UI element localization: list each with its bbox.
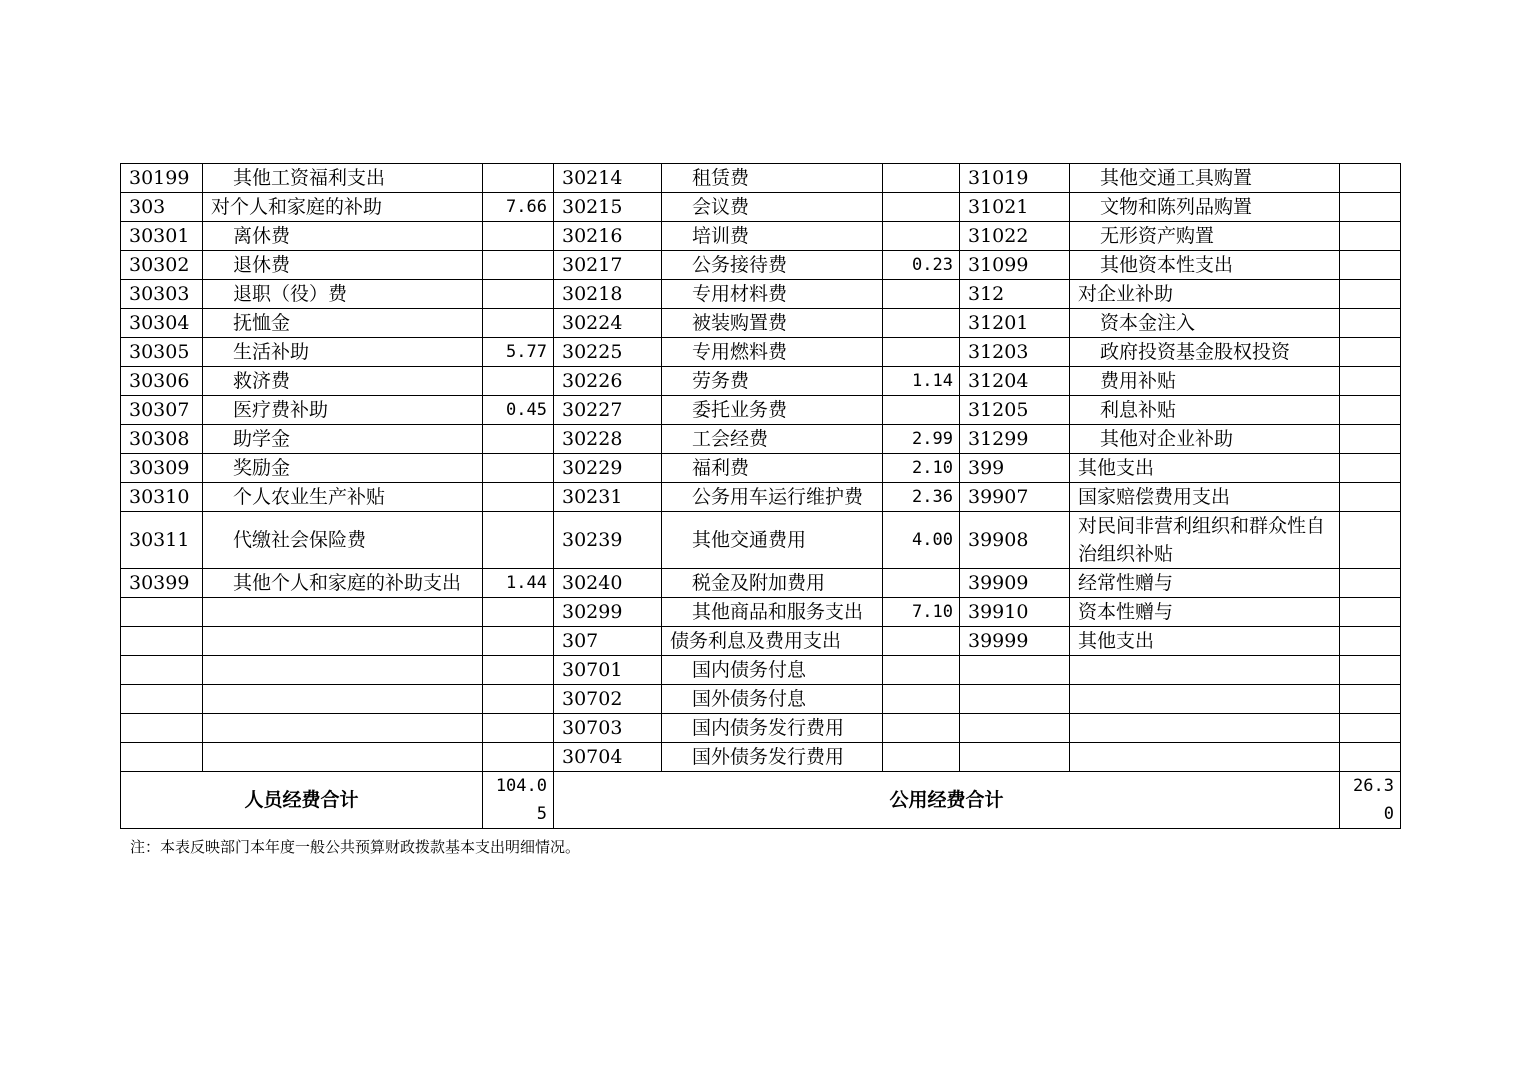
item-amount xyxy=(483,512,554,569)
item-name: 专用材料费 xyxy=(662,280,883,309)
item-code: 31299 xyxy=(960,425,1070,454)
table-row xyxy=(121,483,1401,512)
table-row xyxy=(121,512,1401,569)
item-code: 30306 xyxy=(121,367,203,396)
item-name: 救济费 xyxy=(203,367,483,396)
item-name: 其他支出 xyxy=(1070,627,1340,656)
item-name xyxy=(1070,656,1340,685)
table-row xyxy=(121,309,1401,338)
item-name: 其他交通费用 xyxy=(662,512,883,569)
table-row xyxy=(121,656,1401,685)
table-row xyxy=(121,598,1401,627)
item-amount xyxy=(483,164,554,193)
item-code: 30701 xyxy=(554,656,662,685)
item-amount xyxy=(883,396,960,425)
item-amount xyxy=(1340,280,1401,309)
item-code xyxy=(960,714,1070,743)
item-name: 利息补贴 xyxy=(1070,396,1340,425)
item-amount xyxy=(1340,512,1401,569)
item-amount xyxy=(483,280,554,309)
table-footnote: 注：本表反映部门本年度一般公共预算财政拨款基本支出明细情况。 xyxy=(130,838,581,856)
item-name: 其他对企业补助 xyxy=(1070,425,1340,454)
item-amount xyxy=(1340,714,1401,743)
item-amount xyxy=(883,193,960,222)
item-name: 其他资本性支出 xyxy=(1070,251,1340,280)
item-code: 30308 xyxy=(121,425,203,454)
item-code: 30311 xyxy=(121,512,203,569)
item-code: 39999 xyxy=(960,627,1070,656)
item-amount xyxy=(483,627,554,656)
item-amount xyxy=(883,743,960,772)
item-name: 专用燃料费 xyxy=(662,338,883,367)
item-name: 对民间非营利组织和群众性自治组织补贴 xyxy=(1070,512,1340,569)
item-amount xyxy=(483,714,554,743)
item-amount xyxy=(883,569,960,598)
item-amount xyxy=(1340,454,1401,483)
item-amount xyxy=(1340,396,1401,425)
table-row xyxy=(121,425,1401,454)
item-code: 307 xyxy=(554,627,662,656)
item-amount: 7.66 xyxy=(483,193,554,222)
item-code: 30703 xyxy=(554,714,662,743)
item-name: 福利费 xyxy=(662,454,883,483)
item-code: 39907 xyxy=(960,483,1070,512)
item-name: 文物和陈列品购置 xyxy=(1070,193,1340,222)
item-code: 30309 xyxy=(121,454,203,483)
item-code: 30302 xyxy=(121,251,203,280)
item-code xyxy=(960,685,1070,714)
item-amount xyxy=(883,656,960,685)
table-row xyxy=(121,627,1401,656)
item-amount xyxy=(1340,309,1401,338)
item-name: 国内债务付息 xyxy=(662,656,883,685)
item-code xyxy=(121,656,203,685)
item-code: 31099 xyxy=(960,251,1070,280)
item-amount xyxy=(483,685,554,714)
item-amount xyxy=(483,367,554,396)
item-amount xyxy=(1340,164,1401,193)
item-name: 资本金注入 xyxy=(1070,309,1340,338)
item-name xyxy=(1070,685,1340,714)
item-code: 30214 xyxy=(554,164,662,193)
item-name: 其他个人和家庭的补助支出 xyxy=(203,569,483,598)
item-name: 助学金 xyxy=(203,425,483,454)
item-name: 医疗费补助 xyxy=(203,396,483,425)
item-code: 39910 xyxy=(960,598,1070,627)
item-name: 公务接待费 xyxy=(662,251,883,280)
item-name: 会议费 xyxy=(662,193,883,222)
expenditure-detail-table xyxy=(120,163,1401,829)
item-code: 30307 xyxy=(121,396,203,425)
item-amount xyxy=(1340,338,1401,367)
item-name: 政府投资基金股权投资 xyxy=(1070,338,1340,367)
item-name: 债务利息及费用支出 xyxy=(662,627,883,656)
item-name: 抚恤金 xyxy=(203,309,483,338)
item-code xyxy=(121,714,203,743)
item-amount xyxy=(883,685,960,714)
table-row xyxy=(121,222,1401,251)
item-amount xyxy=(1340,193,1401,222)
item-code: 30301 xyxy=(121,222,203,251)
item-code: 30239 xyxy=(554,512,662,569)
item-code: 39908 xyxy=(960,512,1070,569)
item-amount xyxy=(883,338,960,367)
item-amount xyxy=(1340,251,1401,280)
table-row xyxy=(121,251,1401,280)
item-code: 30704 xyxy=(554,743,662,772)
item-amount xyxy=(483,454,554,483)
table-row xyxy=(121,743,1401,772)
item-amount xyxy=(883,280,960,309)
item-amount xyxy=(1340,685,1401,714)
item-name xyxy=(203,685,483,714)
item-amount xyxy=(1340,569,1401,598)
item-name: 对企业补助 xyxy=(1070,280,1340,309)
item-amount xyxy=(1340,598,1401,627)
item-amount xyxy=(483,251,554,280)
item-amount: 5.77 xyxy=(483,338,554,367)
table-row xyxy=(121,454,1401,483)
table-row xyxy=(121,338,1401,367)
item-code: 31203 xyxy=(960,338,1070,367)
item-name xyxy=(203,598,483,627)
item-code: 30227 xyxy=(554,396,662,425)
item-name: 退休费 xyxy=(203,251,483,280)
item-code: 30304 xyxy=(121,309,203,338)
item-name: 国外债务付息 xyxy=(662,685,883,714)
item-code: 30299 xyxy=(554,598,662,627)
item-name: 租赁费 xyxy=(662,164,883,193)
item-name: 公务用车运行维护费 xyxy=(662,483,883,512)
item-amount: 0.45 xyxy=(483,396,554,425)
table-row xyxy=(121,714,1401,743)
item-code xyxy=(121,685,203,714)
item-code: 399 xyxy=(960,454,1070,483)
item-name: 被装购置费 xyxy=(662,309,883,338)
item-code: 30305 xyxy=(121,338,203,367)
item-code: 30216 xyxy=(554,222,662,251)
item-amount: 2.36 xyxy=(883,483,960,512)
item-amount: 1.14 xyxy=(883,367,960,396)
item-name: 其他商品和服务支出 xyxy=(662,598,883,627)
item-amount: 2.10 xyxy=(883,454,960,483)
item-code: 31204 xyxy=(960,367,1070,396)
item-code: 30215 xyxy=(554,193,662,222)
item-amount xyxy=(483,656,554,685)
item-amount: 0.23 xyxy=(883,251,960,280)
item-name: 代缴社会保险费 xyxy=(203,512,483,569)
item-name: 其他工资福利支出 xyxy=(203,164,483,193)
item-code: 30224 xyxy=(554,309,662,338)
item-code: 30226 xyxy=(554,367,662,396)
table-row xyxy=(121,569,1401,598)
item-amount xyxy=(1340,656,1401,685)
item-code: 31019 xyxy=(960,164,1070,193)
item-amount xyxy=(883,222,960,251)
item-code xyxy=(121,598,203,627)
item-name: 工会经费 xyxy=(662,425,883,454)
item-code: 312 xyxy=(960,280,1070,309)
item-name xyxy=(203,743,483,772)
item-amount xyxy=(483,743,554,772)
item-name xyxy=(203,714,483,743)
item-amount: 2.99 xyxy=(883,425,960,454)
item-amount xyxy=(1340,483,1401,512)
table-row xyxy=(121,685,1401,714)
item-code: 30229 xyxy=(554,454,662,483)
item-amount xyxy=(1340,425,1401,454)
item-amount: 4.00 xyxy=(883,512,960,569)
item-amount xyxy=(483,425,554,454)
item-name: 费用补贴 xyxy=(1070,367,1340,396)
item-amount xyxy=(483,483,554,512)
item-amount xyxy=(883,714,960,743)
item-amount xyxy=(483,222,554,251)
item-amount xyxy=(1340,222,1401,251)
item-amount xyxy=(883,164,960,193)
item-name xyxy=(1070,743,1340,772)
item-code xyxy=(121,627,203,656)
item-amount xyxy=(1340,627,1401,656)
table-row xyxy=(121,367,1401,396)
item-name xyxy=(203,656,483,685)
item-code: 30240 xyxy=(554,569,662,598)
item-amount: 7.10 xyxy=(883,598,960,627)
item-code: 30702 xyxy=(554,685,662,714)
item-code: 30217 xyxy=(554,251,662,280)
item-name: 生活补助 xyxy=(203,338,483,367)
item-code: 30225 xyxy=(554,338,662,367)
item-amount xyxy=(883,627,960,656)
public-total-label: 公用经费合计 xyxy=(554,772,1340,829)
item-name: 离休费 xyxy=(203,222,483,251)
item-code: 30310 xyxy=(121,483,203,512)
item-name: 无形资产购置 xyxy=(1070,222,1340,251)
totals-row xyxy=(121,772,1401,829)
item-name: 委托业务费 xyxy=(662,396,883,425)
item-amount xyxy=(1340,367,1401,396)
item-amount xyxy=(483,309,554,338)
personnel-total-label: 人员经费合计 xyxy=(121,772,483,829)
item-amount xyxy=(883,309,960,338)
item-name: 对个人和家庭的补助 xyxy=(203,193,483,222)
item-code: 31201 xyxy=(960,309,1070,338)
item-name xyxy=(203,627,483,656)
item-name: 奖励金 xyxy=(203,454,483,483)
item-amount xyxy=(1340,743,1401,772)
item-code: 30228 xyxy=(554,425,662,454)
item-name: 退职（役）费 xyxy=(203,280,483,309)
item-name: 税金及附加费用 xyxy=(662,569,883,598)
item-code: 39909 xyxy=(960,569,1070,598)
item-code xyxy=(960,743,1070,772)
item-code: 30303 xyxy=(121,280,203,309)
item-name: 国家赔偿费用支出 xyxy=(1070,483,1340,512)
item-name: 个人农业生产补贴 xyxy=(203,483,483,512)
item-code: 30199 xyxy=(121,164,203,193)
personnel-total-value: 104.05 xyxy=(483,772,554,829)
item-name: 国内债务发行费用 xyxy=(662,714,883,743)
item-code xyxy=(960,656,1070,685)
item-name xyxy=(1070,714,1340,743)
table-row xyxy=(121,193,1401,222)
table-row xyxy=(121,280,1401,309)
item-code: 31205 xyxy=(960,396,1070,425)
item-name: 劳务费 xyxy=(662,367,883,396)
item-name: 培训费 xyxy=(662,222,883,251)
item-code: 30399 xyxy=(121,569,203,598)
table-body xyxy=(121,164,1401,772)
item-code: 30231 xyxy=(554,483,662,512)
item-code: 30218 xyxy=(554,280,662,309)
item-name: 其他交通工具购置 xyxy=(1070,164,1340,193)
item-code: 31022 xyxy=(960,222,1070,251)
item-name: 经常性赠与 xyxy=(1070,569,1340,598)
item-amount: 1.44 xyxy=(483,569,554,598)
public-total-value: 26.30 xyxy=(1340,772,1401,829)
table-row xyxy=(121,164,1401,193)
item-code xyxy=(121,743,203,772)
item-name: 资本性赠与 xyxy=(1070,598,1340,627)
item-code: 31021 xyxy=(960,193,1070,222)
item-code: 303 xyxy=(121,193,203,222)
item-amount xyxy=(483,598,554,627)
item-name: 其他支出 xyxy=(1070,454,1340,483)
table-row xyxy=(121,396,1401,425)
item-name: 国外债务发行费用 xyxy=(662,743,883,772)
